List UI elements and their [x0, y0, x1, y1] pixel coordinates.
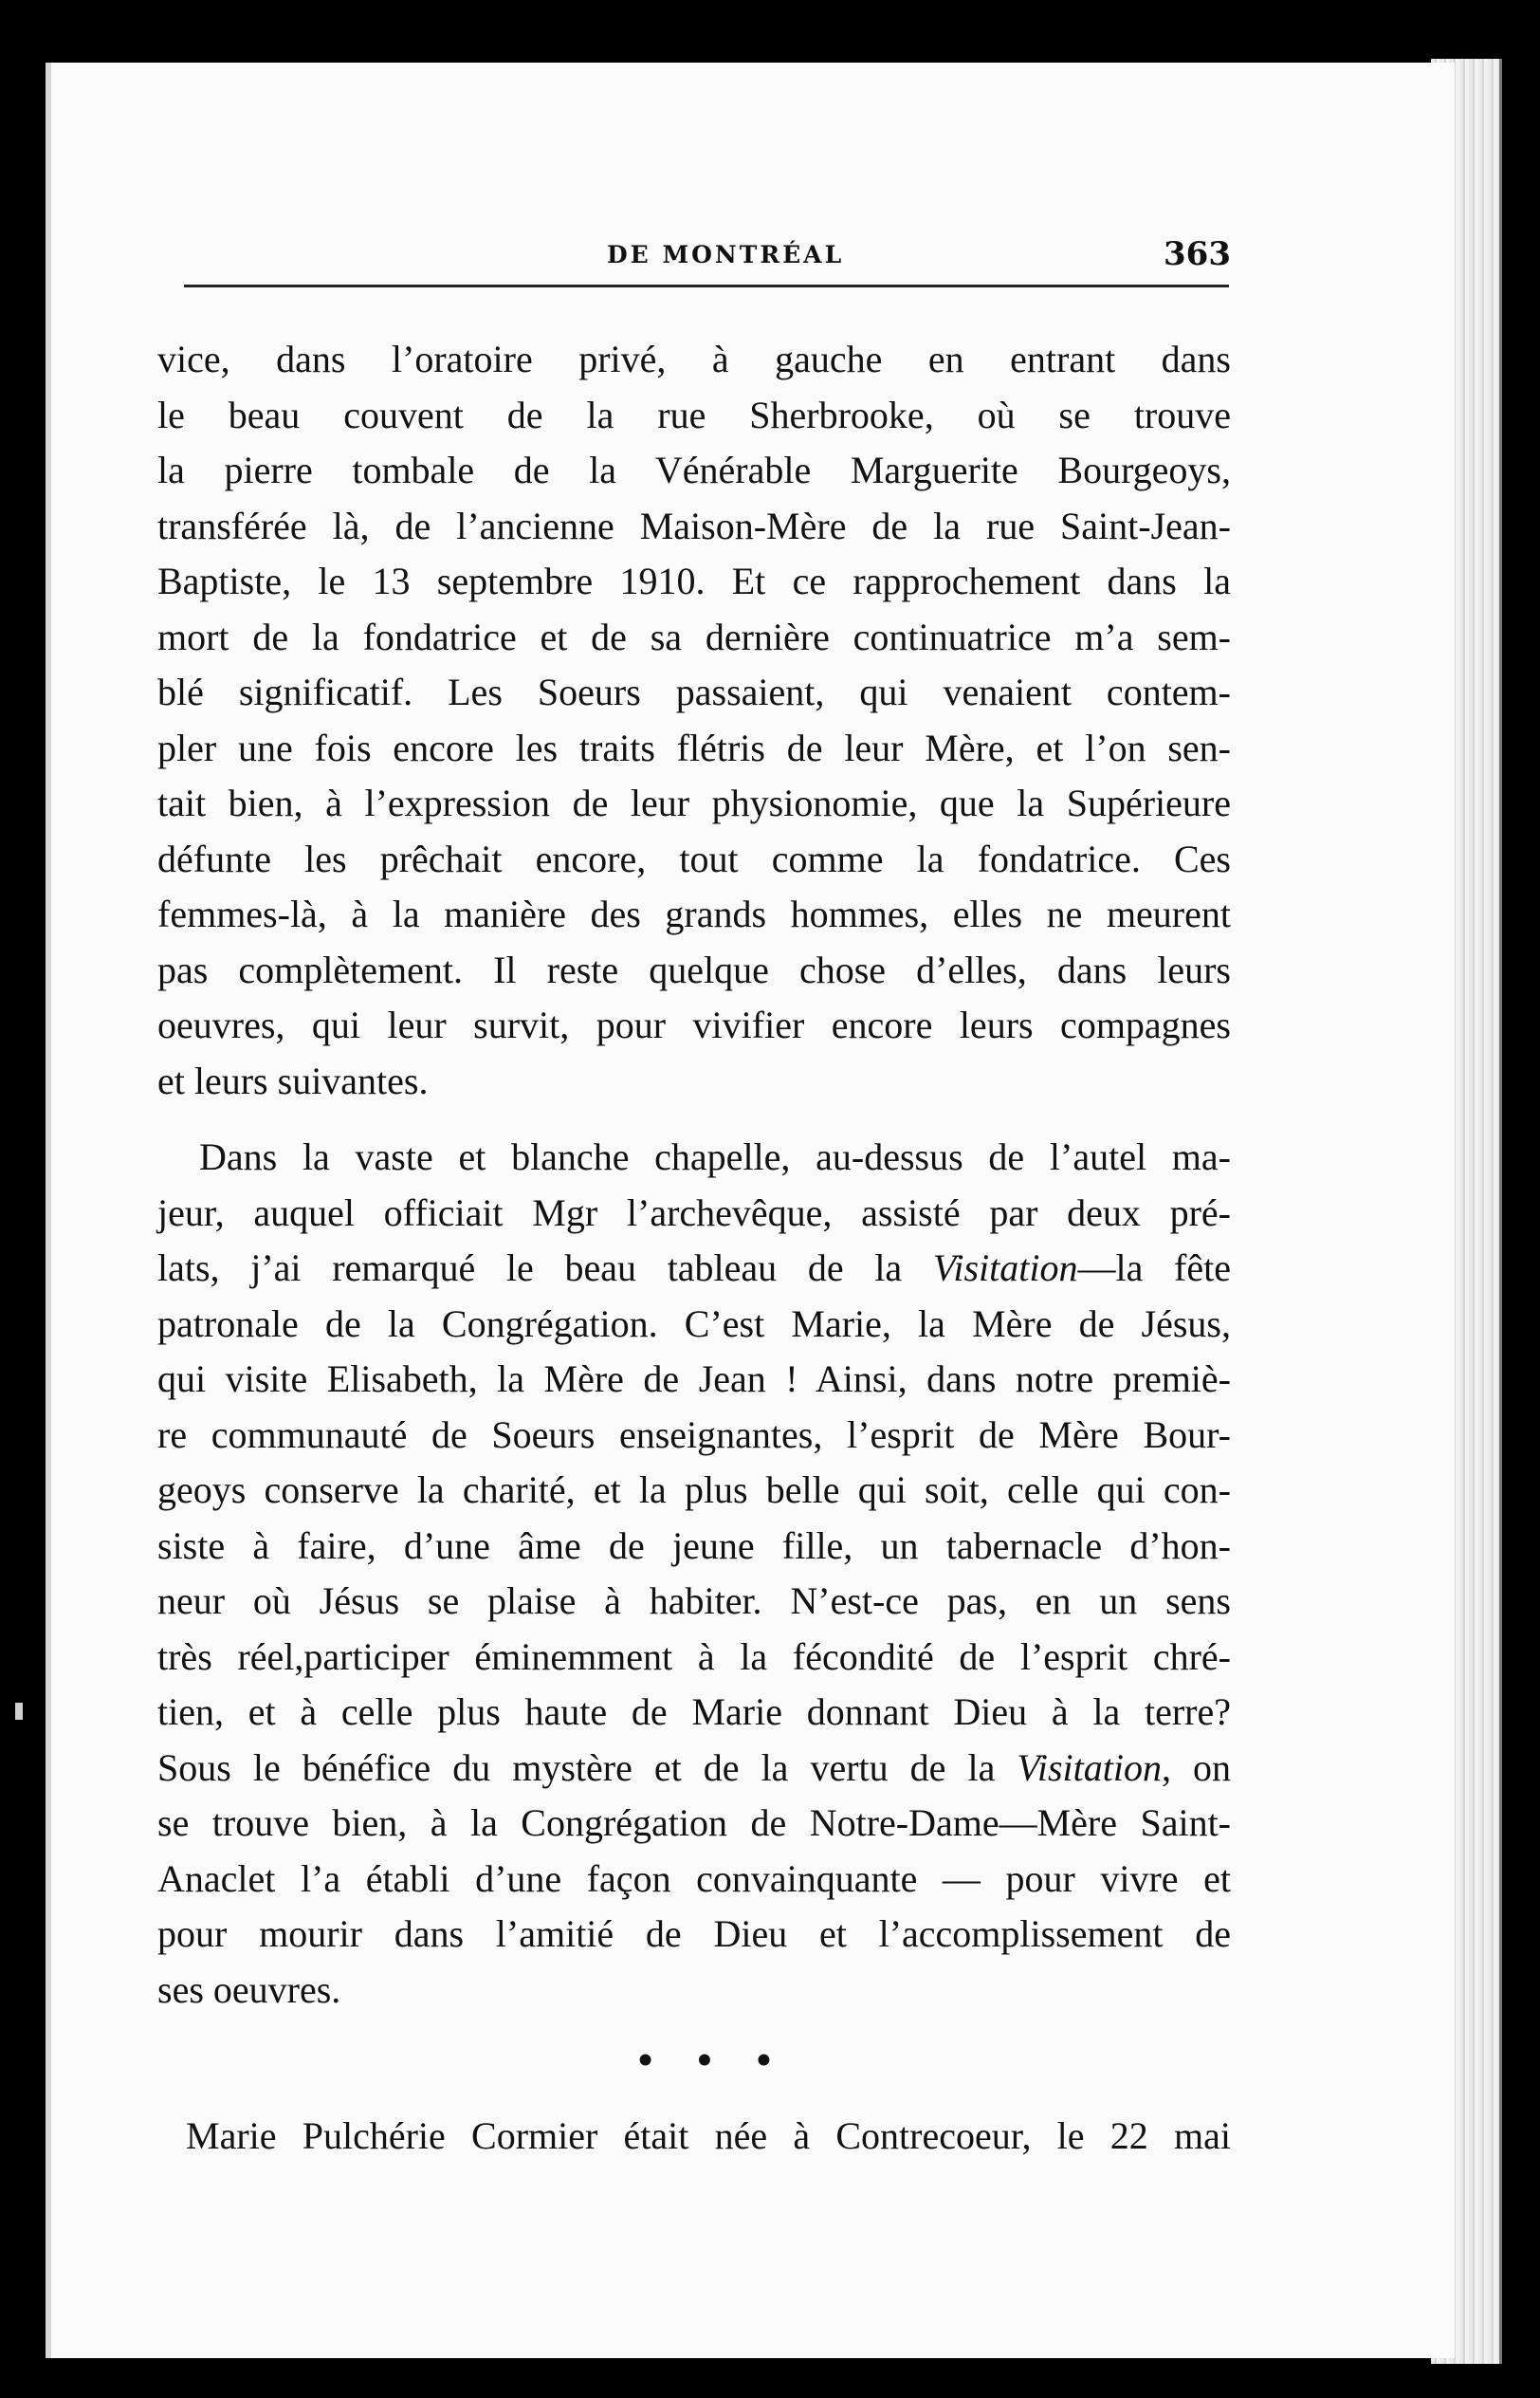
- text-line: Sous le bénéfice du mystère et de la vertu de la Visitation, on: [157, 1745, 1232, 1789]
- text-line: pler une fois encore les traits flétris de leur Mère, et l’on sen-: [157, 726, 1231, 769]
- italic-word: Visitation: [1017, 1745, 1162, 1789]
- text-line: lats, j’ai remarqué le beau tableau de la Visitation—la fête: [157, 1246, 1231, 1289]
- text-line: re communauté de Soeurs enseignantes, l’esprit de Mère Bour-: [157, 1412, 1231, 1456]
- closing-line: Marie Pulchérie Cormier était née à Contrecoeur, le 22 mai: [186, 2114, 1231, 2157]
- italic-word: Visitation: [932, 1246, 1078, 1289]
- paragraph-1: [157, 332, 1231, 1109]
- text-line: se trouve bien, à la Congrégation de Notre-Dame—Mère Saint-: [157, 1801, 1231, 1844]
- text-line: femmes-là, à la manière des grands hommes, elles ne meurent: [157, 893, 1231, 935]
- text-line: ses oeuvres.: [157, 1967, 341, 2011]
- text-line: blé significatif. Les Soeurs passaient, qui venaient contem-: [157, 671, 1231, 713]
- text-line: oeuvres, qui leur survit, pour vivifier encore leurs compagnes: [157, 1004, 1231, 1046]
- text-line: transférée là, de l’ancienne Maison-Mère de la rue Saint-Jean-: [157, 504, 1231, 547]
- text-line: mort de la fondatrice et de sa dernière continuatrice m’a sem-: [157, 615, 1231, 658]
- paragraph-gap: [157, 1109, 1231, 1130]
- text-line: très réel,participer éminemment à la fécondité de l’esprit chré-: [157, 1634, 1231, 1678]
- running-head: [180, 235, 1231, 283]
- text-line: neur où Jésus se plaise à habiter. N’est-ce pas, en un sens: [157, 1579, 1231, 1622]
- text-line: vice, dans l’oratoire privé, à gauche en entrant dans: [157, 338, 1231, 380]
- text-line: geoys conserve la charité, et la plus belle qui soit, celle qui con-: [157, 1468, 1231, 1511]
- text-line: pour mourir dans l’amitié de Dieu et l’accomplissement de: [157, 1912, 1231, 1955]
- header-rule: [184, 285, 1229, 287]
- text-line: Baptiste, le 13 septembre 1910. Et ce rapprochement dans la: [157, 560, 1231, 602]
- running-title: DE MONTRÉAL: [607, 241, 845, 268]
- text-line: jeur, auquel officiait Mgr l’archevêque, assisté par deux pré-: [157, 1190, 1231, 1234]
- text-line: Anaclet l’a établi d’une façon convainquante — pour vivre et: [157, 1856, 1231, 1900]
- section-break: • • •: [637, 2037, 789, 2083]
- text-line: pas complètement. Il reste quelque chose d’elles, dans leurs: [157, 948, 1231, 991]
- text-line: tait bien, à l’expression de leur physionomie, que la Supérieure: [157, 782, 1231, 824]
- text-line: défunte les prêchait encore, tout comme la fondatrice. Ces: [157, 837, 1231, 880]
- text-line: tien, et à celle plus haute de Marie donnant Dieu à la terre?: [157, 1690, 1231, 1733]
- body-text: [157, 332, 1231, 2165]
- text-line: Dans la vaste et blanche chapelle, au-dessus de l’autel ma-: [199, 1135, 1231, 1178]
- text-line: le beau couvent de la rue Sherbrooke, où se trouve: [157, 393, 1231, 436]
- text-line: siste à faire, d’une âme de jeune fille, un tabernacle d’hon-: [157, 1523, 1231, 1567]
- text-line: qui visite Elisabeth, la Mère de Jean ! Ainsi, dans notre premiè-: [157, 1357, 1231, 1400]
- page-number: 363: [1164, 235, 1231, 273]
- paragraph-2: [157, 1130, 1231, 2018]
- text-line: la pierre tombale de la Vénérable Marguerite Bourgeoys,: [157, 449, 1231, 491]
- gutter-mark: [15, 1703, 23, 1720]
- text-line: et leurs suivantes.: [157, 1059, 429, 1102]
- text-line: patronale de la Congrégation. C’est Marie, la Mère de Jésus,: [157, 1301, 1231, 1345]
